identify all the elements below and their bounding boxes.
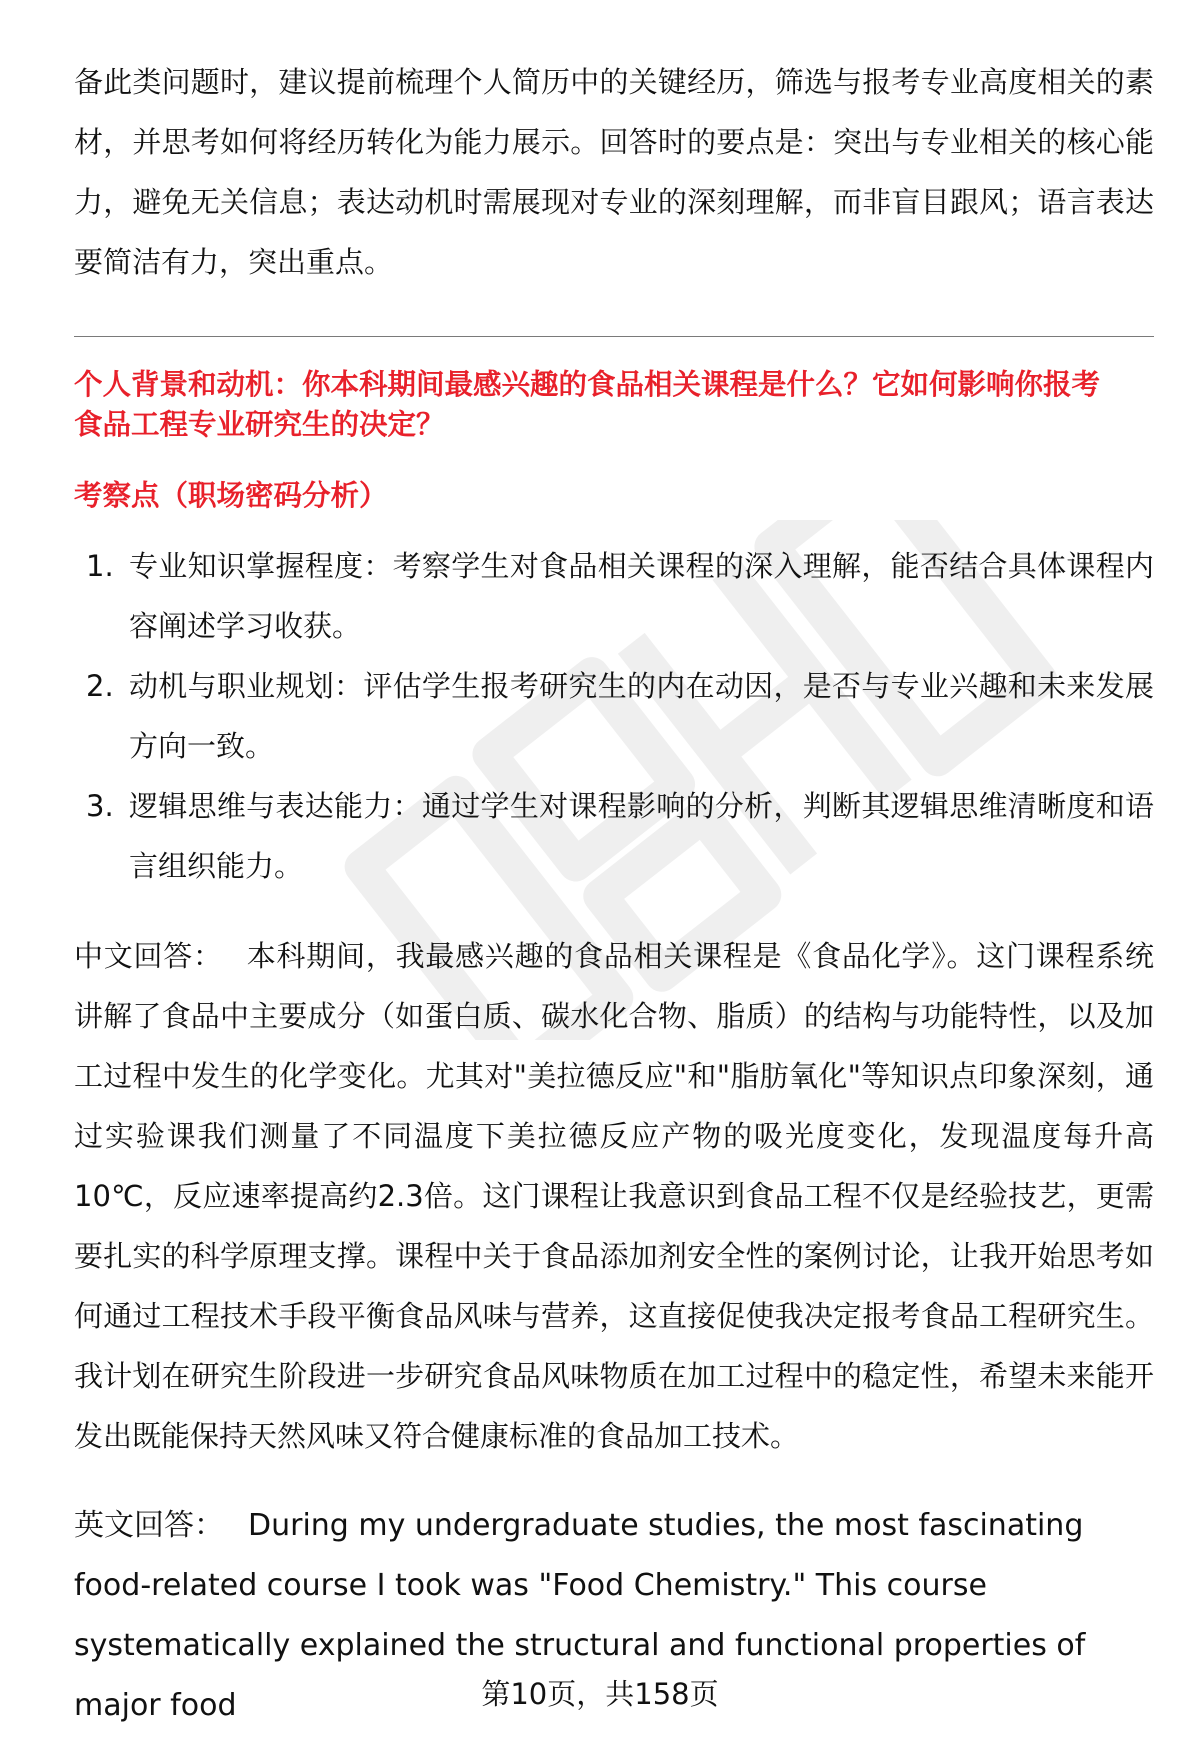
- list-item-text: 动机与职业规划：评估学生报考研究生的内在动因，是否与专业兴趣和未来发展方向一致。: [129, 669, 1154, 763]
- document-page: [74, 52, 1154, 1736]
- english-answer-label: 英文回答：: [74, 1508, 224, 1543]
- list-item-text: 逻辑思维与表达能力：通过学生对课程影响的分析，判断其逻辑思维清晰度和语言组织能力。: [129, 789, 1154, 883]
- list-item-number: 1.: [86, 549, 114, 583]
- list-item: [74, 776, 1154, 896]
- chinese-answer: [74, 926, 1154, 1466]
- list-item-text: 专业知识掌握程度：考察学生对食品相关课程的深入理解，能否结合具体课程内容阐述学习收获。: [129, 549, 1154, 643]
- examination-points-list: [74, 536, 1154, 896]
- list-item-number: 3.: [86, 789, 114, 823]
- intro-paragraph: 备此类问题时，建议提前梳理个人简历中的关键经历，筛选与报考专业高度相关的素材，并思考如何将经历转化为能力展示。回答时的要点是：突出与专业相关的核心能力，避免无关信息；表达动机时需展现对专业的深刻理解，而非盲目跟风；语言表达要简洁有力，突出重点。: [74, 65, 1154, 279]
- question-line-1: 个人背景和动机：你本科期间最感兴趣的食品相关课程是什么？它如何影响你报考: [74, 368, 1101, 401]
- list-item: [74, 536, 1154, 656]
- chinese-answer-label: 中文回答：: [74, 939, 223, 973]
- question-line-2: 食品工程专业研究生的决定？: [74, 408, 445, 441]
- examination-points-title: 考察点（职场密码分析）: [74, 479, 388, 512]
- list-item-number: 2.: [86, 669, 114, 703]
- chinese-answer-block: [74, 926, 1154, 1466]
- chinese-answer-text: 本科期间，我最感兴趣的食品相关课程是《食品化学》。这门课程系统讲解了食品中主要成分（如蛋白质、碳水化合物、脂质）的结构与功能特性，以及加工过程中发生的化学变化。尤其对"美拉德反应"和"脂肪氧化"等知识点印象深刻，通过实验课我们测量了不同温度下美拉德反应产物的吸光度变化，发现温度每升高10℃，反应速率提高约2.3倍。这门课程让我意识到食品工程不仅是经验技艺，更需要扎实的科学原理支撑。课程中关于食品添加剂安全性的案例讨论，让我开始思考如何通过工程技术手段平衡食品风味与营养，这直接促使我决定报考食品工程研究生。我计划在研究生阶段进一步研究食品风味物质在加工过程中的稳定性，希望未来能开发出既能保持天然风味又符合健康标准的食品加工技术。: [74, 939, 1154, 1453]
- page-number-footer: 第10页，共158页: [481, 1677, 719, 1711]
- question-heading: [74, 365, 1154, 445]
- section-divider: [74, 336, 1154, 337]
- english-answer-text: During my undergraduate studies, the most fascinating food-related course I took was "Food Chemistry." This course systematically explained the structural and functional properties of major food: [74, 1508, 1086, 1723]
- list-item: [74, 656, 1154, 776]
